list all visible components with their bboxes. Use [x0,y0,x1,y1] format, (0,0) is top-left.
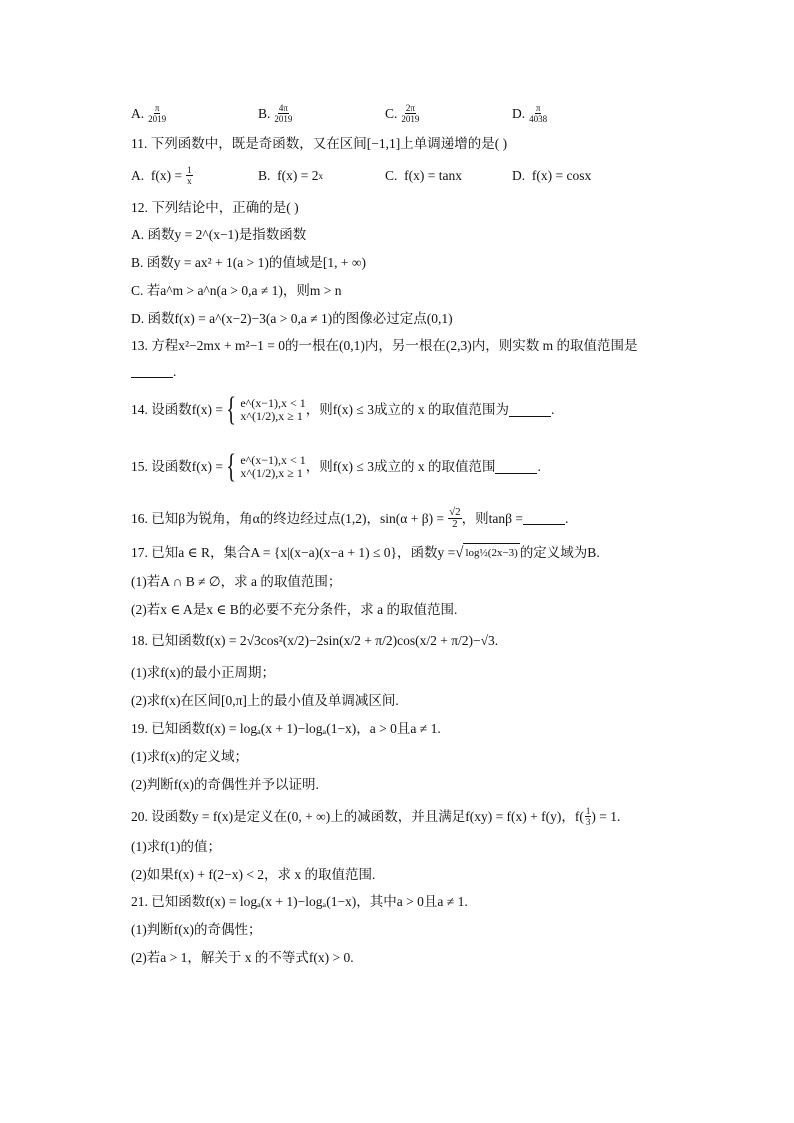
case-2: x^(1/2),x ≥ 1 [240,409,303,423]
q18-stem: 18. 已知函数f(x) = 2√3cos²(x/2)−2sin(x/2 + π/2)cos(x/2 + π/2)−√3. [131,633,499,648]
piecewise-function: { e^(x−1),x < 1 x^(1/2),x ≥ 1 [226,391,306,428]
q15: 15. 设函数f(x) = { e^(x−1),x < 1 x^(1/2),x ≥ 1 ，则f(x) ≤ 3成立的 x 的取值范围 . [131,448,541,485]
q17-stem: 17. 已知a ∈ R，集合A = {x|(x−a)(x−a + 1) ≤ 0}，函数y = √ log½(2x−3) 的定义域为B. [131,544,600,561]
fraction: $\frac{\pi}{4038}$ [529,103,548,124]
q13-stem: 13. 方程x²−2mx + m²−1 = 0的一根在(0,1)内，另一根在(2,3)内，则实数 m 的取值范围是 [131,338,638,353]
q19-stem: 19. 已知函数f(x) = logₐ(x + 1)−logₐ(1−x)，a > 0且a ≠ 1. [131,721,441,736]
q20-part-1: (1)求f(1)的值； [131,839,221,854]
q11-stem: 11. 下列函数中，既是奇函数，又在区间[−1,1]上单调递增的是( ) [131,136,508,151]
q19-part-1: (1)求f(x)的定义域； [131,749,248,764]
option-label: A. [131,105,145,121]
answer-blank [509,404,551,417]
q12-stem: 12. 下列结论中，正确的是( ) [131,200,299,215]
q10-options [131,103,691,124]
q20-part-2: (2)如果f(x) + f(2−x) < 2，求 x 的取值范围. [131,867,376,882]
q21-stem: 21. 已知函数f(x) = logₐ(x + 1)−logₐ(1−x)，其中a > 0且a ≠ 1. [131,894,468,909]
q18-part-1: (1)求f(x)的最小正周期； [131,665,275,680]
fraction: $\frac{1}{x}$ [187,165,192,186]
q21-part-2: (2)若a > 1，解关于 x 的不等式f(x) > 0. [131,950,354,965]
q12-option-c: C. 若a^m > a^n(a > 0,a ≠ 1)，则m > n [131,283,342,298]
q14: 14. 设函数f(x) = { e^(x−1),x < 1 x^(1/2),x ≥ 1 ，则f(x) ≤ 3成立的 x 的取值范围为 . [131,391,555,428]
q12-option-d: D. 函数f(x) = a^(x−2)−3(a > 0,a ≠ 1)的图像必过定点(0,1) [131,311,453,326]
fraction: $\frac{2\pi}{2019}$ [401,103,420,124]
fraction: $\frac{4\pi}{2019}$ [274,103,293,124]
fraction: $\frac{1}{3}$ [585,806,591,827]
fraction: $\frac{\pi}{2019}$ [148,103,167,124]
answer-blank [495,461,537,474]
q13-answer-line: . [131,363,176,381]
option-label: C. [385,105,398,121]
q11-option-b: B. f(x) = 2 x [258,167,323,183]
q10-option-a [131,103,258,124]
q11-option-d: D. f(x) = cosx [512,167,592,183]
case-1: e^(x−1),x < 1 [240,396,306,410]
sqrt-radicand: log½(2x−3) [463,543,519,562]
piecewise-function: { e^(x−1),x < 1 x^(1/2),x ≥ 1 [226,448,306,485]
q17-part-2: (2)若x ∈ A是x ∈ B的必要不充分条件，求 a 的取值范围. [131,602,458,617]
q16: 16. 已知β为锐角，角α的终边经过点(1,2)，sin(α + β) = $\frac{√2}{2}$ ，则tanβ = . [131,506,569,530]
q20-stem: 20. 设函数y = f(x)是定义在(0, + ∞)上的减函数，并且满足f(xy) = f(x) + f(y)，f( $\frac{1}{3}$ ) = 1. [131,806,621,827]
q19-part-2: (2)判断f(x)的奇偶性并予以证明. [131,777,319,792]
case-1: e^(x−1),x < 1 [240,453,306,467]
q18-part-2: (2)求f(x)在区间[0,π]上的最小值及单调减区间. [131,693,399,708]
q10-option-b [258,103,385,124]
option-label: D. [512,105,526,121]
q11-options [131,165,691,186]
q11-option-c: C. f(x) = tanx [385,167,462,183]
q10-option-c [385,103,512,124]
fraction: $\frac{√2}{2}$ [449,506,461,530]
q21-part-1: (1)判断f(x)的奇偶性； [131,922,262,937]
q10-option-d [512,103,639,124]
case-2: x^(1/2),x ≥ 1 [240,466,303,480]
option-label: B. [258,105,271,121]
answer-blank [523,512,565,525]
answer-blank [131,365,173,378]
q11-option-a: A. f(x) = $\frac{1}{x}$ [131,165,192,186]
q12-option-a: A. 函数y = 2^(x−1)是指数函数 [131,227,307,242]
q12-option-b: B. 函数y = ax² + 1(a > 1)的值域是[1, + ∞) [131,255,366,270]
q17-part-1: (1)若A ∩ B ≠ ∅，求 a 的取值范围； [131,574,342,589]
